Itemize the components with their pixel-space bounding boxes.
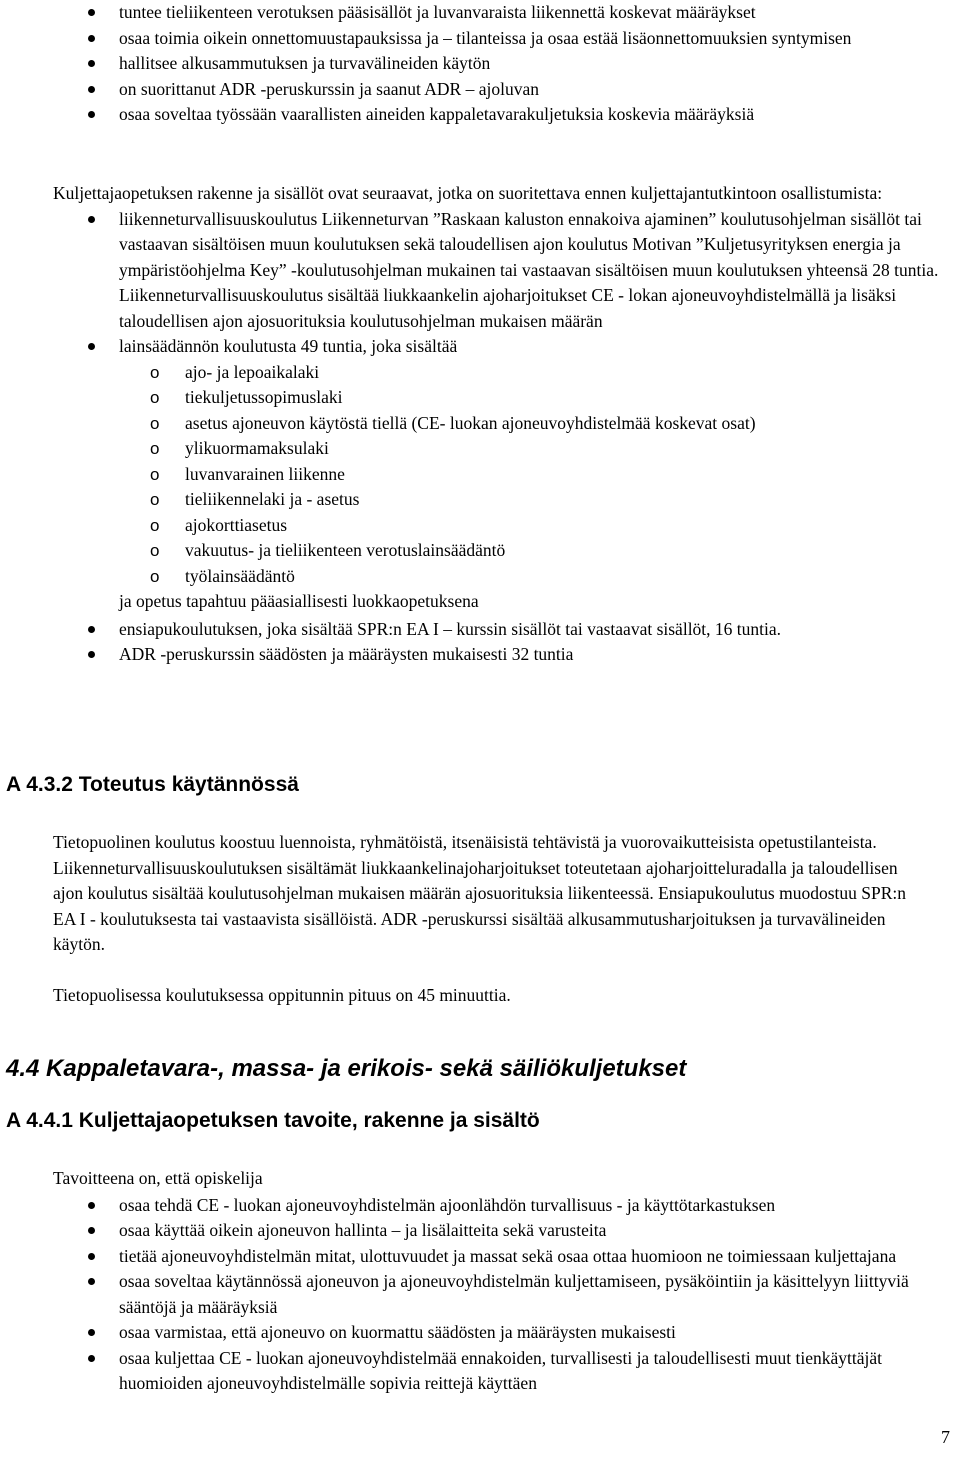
list-item: osaa varmistaa, että ajoneuvo on kuormattu säädösten ja määräysten mukaisesti <box>119 1320 942 1346</box>
law-sublist <box>0 360 960 590</box>
list-item: liikenneturvallisuuskoulutus Liikenneturvan ”Raskaan kaluston ennakoiva ajaminen” koulutusohjelman sisällöt tai vastaavan sisältöisen muun koulutuksen sekä taloudellisen ajon koulutus Motivan ”Kuljetusyrityksen energia ja ympäristöohjelma Key” -koulutusohjelman mukainen tai vastaavan sisältöisen muun koulutuksen yhteensä 28 tuntia. Liikenneturvallisuuskoulutus sisältää liukkaankelin ajoharjoitukset CE - lokan ajoneuvoyhdistelmällä ja lisäksi taloudellisen ajon ajosuorituksia koulutusohjelman mukaisen määrän <box>119 207 942 335</box>
structure-intro: Kuljettajaopetuksen rakenne ja sisällöt ovat seuraavat, jotka on suoritettava ennen kuljettajantutkintoon osallistumista: <box>53 183 883 203</box>
top-bullet-list <box>0 0 960 128</box>
toteutus-paragraph <box>0 830 960 958</box>
list-item: o ajo- ja lepoaikalaki <box>185 360 942 386</box>
list-item: o ajokorttiasetus <box>185 513 942 539</box>
section-heading: A 4.4.1 Kuljettajaopetuksen tavoite, rakenne ja sisältö <box>6 1109 540 1132</box>
list-item: tuntee tieliikenteen verotuksen pääsisällöt ja luvanvaraista liikennettä koskevat määräykset <box>119 0 942 26</box>
list-item: o ylikuormamaksulaki <box>185 436 942 462</box>
list-item: tietää ajoneuvoyhdistelmän mitat, ulottuvuudet ja massat sekä osaa ottaa huomioon ne toimiessaan kuljettajana <box>119 1244 942 1270</box>
list-item: osaa toimia oikein onnettomuustapauksissa ja – tilanteissa ja osaa estää lisäonnettomuuksien syntymisen <box>119 26 942 52</box>
list-item: hallitsee alkusammutuksen ja turvavälineiden käytön <box>119 51 942 77</box>
paragraph: Tietopuolisessa koulutuksessa oppitunnin pituus on 45 minuuttia. <box>53 985 511 1005</box>
goal-intro: Tavoitteena on, että opiskelija <box>53 1168 263 1188</box>
list-item: osaa soveltaa käytännössä ajoneuvon ja ajoneuvoyhdistelmän kuljettamiseen, pysäköintiin ja käsittelyyn liittyviä sääntöjä ja määräyksiä <box>119 1269 942 1320</box>
list-item: o työlainsäädäntö <box>185 564 942 590</box>
list-item: lainsäädännön koulutusta 49 tuntia, joka sisältää <box>119 334 942 360</box>
list-item: osaa tehdä CE - luokan ajoneuvoyhdistelmän ajoonlähdön turvallisuus - ja käyttötarkastuksen <box>119 1193 942 1219</box>
page-number: 7 <box>941 1427 950 1447</box>
list-item: osaa kuljettaa CE - luokan ajoneuvoyhdistelmää ennakoiden, turvallisesti ja taloudellisesti muut tienkäyttäjät huomioiden ajoneuvoyhdistelmälle sopivia reittejä käyttäen <box>119 1346 942 1397</box>
pituus-paragraph <box>0 983 960 1009</box>
list-item: ensiapukoulutuksen, joka sisältää SPR:n EA I – kurssin sisällöt tai vastaavat sisällöt, 16 tuntia. <box>119 617 942 643</box>
paragraph: Tietopuolinen koulutus koostuu luennoista, ryhmätöistä, itsenäisistä tehtävistä ja vuorovaikutteisista opetustilanteista. Liikenneturvallisuuskoulutuksen sisältämät liukkaankelinajoharjoitukset toteutetaan ajoharjoitteluradalla ja taloudellisen ajon koulutus sisältää koulutusohjelman mukaisen määrän ajosuorituksia liikenteessä. Ensiapukoulutus muodostuu SPR:n EA I - koulutuksesta tai vastaavista sisällöistä. ADR -peruskurssi sisältää alkusammutusharjoituksen ja turvavälineiden käytön. <box>53 832 907 954</box>
list-item: osaa soveltaa työssään vaarallisten aineiden kappaletavarakuljetuksia koskevia määräyksiä <box>119 102 942 128</box>
list-item: o asetus ajoneuvon käytöstä tiellä (CE- luokan ajoneuvoyhdistelmää koskevat osat) <box>185 411 942 437</box>
law-after-text: ja opetus tapahtuu pääasiallisesti luokkaopetuksena <box>119 591 479 611</box>
chapter-heading: 4.4 Kappaletavara-, massa- ja erikois- sekä säiliökuljetukset <box>6 1055 687 1082</box>
list-item: o vakuutus- ja tieliikenteen verotuslainsäädäntö <box>185 538 942 564</box>
list-item: o tieliikennelaki ja - asetus <box>185 487 942 513</box>
list-item: ADR -peruskurssin säädösten ja määräysten mukaisesti 32 tuntia <box>119 642 942 668</box>
goal-section <box>0 1166 960 1397</box>
section-heading: A 4.3.2 Toteutus käytännössä <box>6 773 299 796</box>
list-item: on suorittanut ADR -peruskurssin ja saanut ADR – ajoluvan <box>119 77 942 103</box>
structure-section <box>0 181 960 668</box>
list-item: o tiekuljetussopimuslaki <box>185 385 942 411</box>
list-item: osaa käyttää oikein ajoneuvon hallinta – ja lisälaitteita sekä varusteita <box>119 1218 942 1244</box>
list-item: o luvanvarainen liikenne <box>185 462 942 488</box>
